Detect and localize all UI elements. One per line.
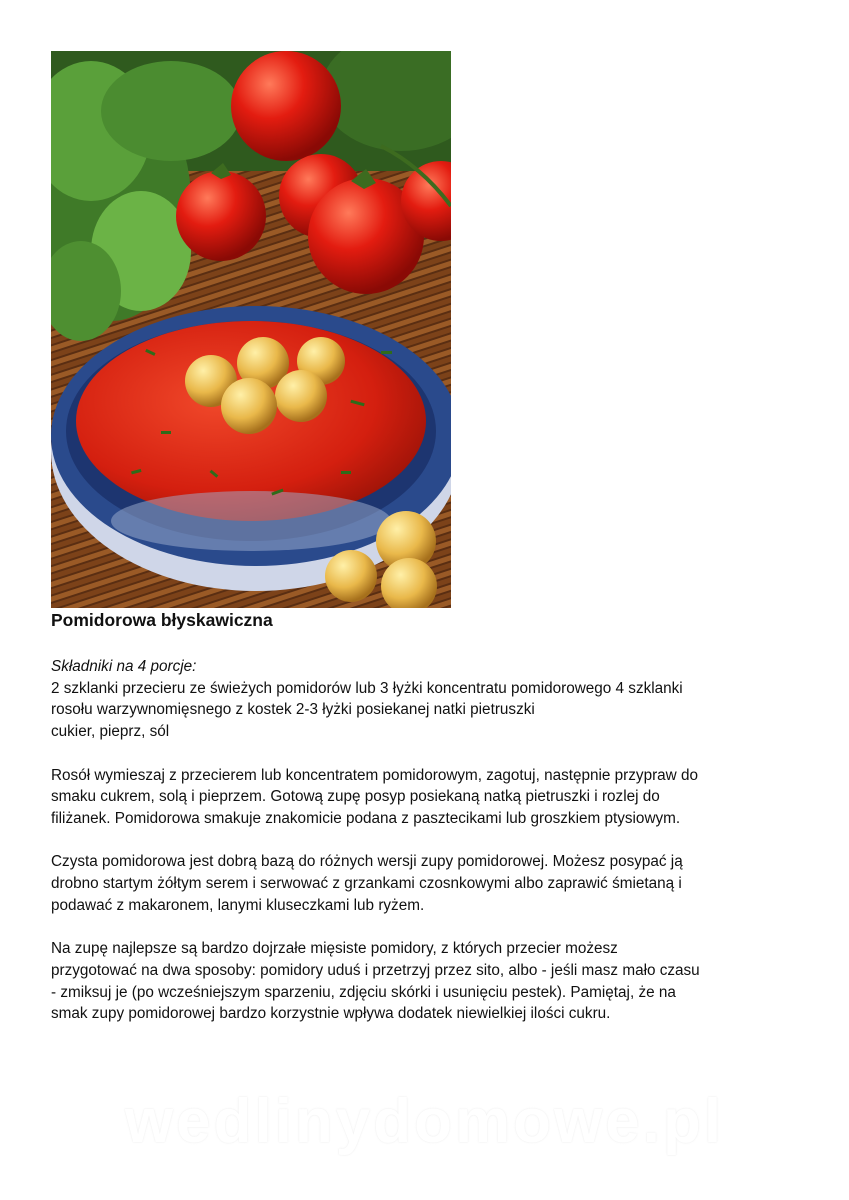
variations-paragraph	[51, 851, 796, 916]
ingredients-line: rosołu warzywnomięsnego z kostek 2-3 łyżki posiekanej natki pietruszki	[51, 701, 535, 719]
paragraph-line: drobno startym żółtym serem i serwować z grzankami czosnkowymi albo zaprawić śmietaną i	[51, 875, 682, 892]
ingredients-line: cukier, pieprz, sól	[51, 723, 170, 741]
instructions-paragraph	[51, 765, 796, 830]
paragraph-line: Czysta pomidorowa jest dobrą bazą do różnych wersji zupy pomidorowej. Możesz posypać ją	[51, 853, 683, 871]
recipe-body	[51, 656, 796, 1047]
recipe-title: Pomidorowa błyskawiczna	[51, 610, 273, 630]
paragraph-line: filiżanek. Pomidorowa smakuje znakomicie podana z pasztecikami lub groszkiem ptysiowym.	[51, 809, 681, 827]
paragraph-line: - zmiksuj je (po wcześniejszym sparzeniu, zdjęciu skórki i usunięciu pestek). Pamiętaj, że na	[51, 983, 676, 1001]
recipe-photo	[51, 51, 451, 608]
ingredients-heading: Składniki na 4 porcje:	[51, 658, 197, 675]
paragraph-line: przygotować na dwa sposoby: pomidory uduś i przetrzyj przez sito, albo - jeśli masz mało czasu	[51, 961, 700, 979]
paragraph-line: podawać z makaronem, lanymi kluseczkami lub ryżem.	[51, 896, 425, 914]
paragraph-line: smaku cukrem, solą i pieprzem. Gotową zupę posyp posiekaną natką pietruszki i rozlej do	[51, 788, 660, 806]
paragraph-line: smak zupy pomidorowej bardzo korzystnie wpływa dodatek niewielkiej ilości cukru.	[51, 1005, 611, 1023]
ingredients-line: 2 szklanki przecieru ze świeżych pomidorów lub 3 łyżki koncentratu pomidorowego 4 szklanki	[51, 679, 683, 697]
ingredients-section	[51, 656, 796, 743]
tips-paragraph	[51, 938, 796, 1025]
paragraph-line: Na zupę najlepsze są bardzo dojrzałe mięsiste pomidory, z których przecier możesz	[51, 940, 618, 958]
tomato-soup-illustration	[51, 51, 451, 608]
watermark: wedlinydomowe.pl	[124, 1087, 725, 1156]
paragraph-line: Rosół wymieszaj z przecierem lub koncentratem pomidorowym, zagotuj, następnie przypraw do	[51, 766, 698, 784]
